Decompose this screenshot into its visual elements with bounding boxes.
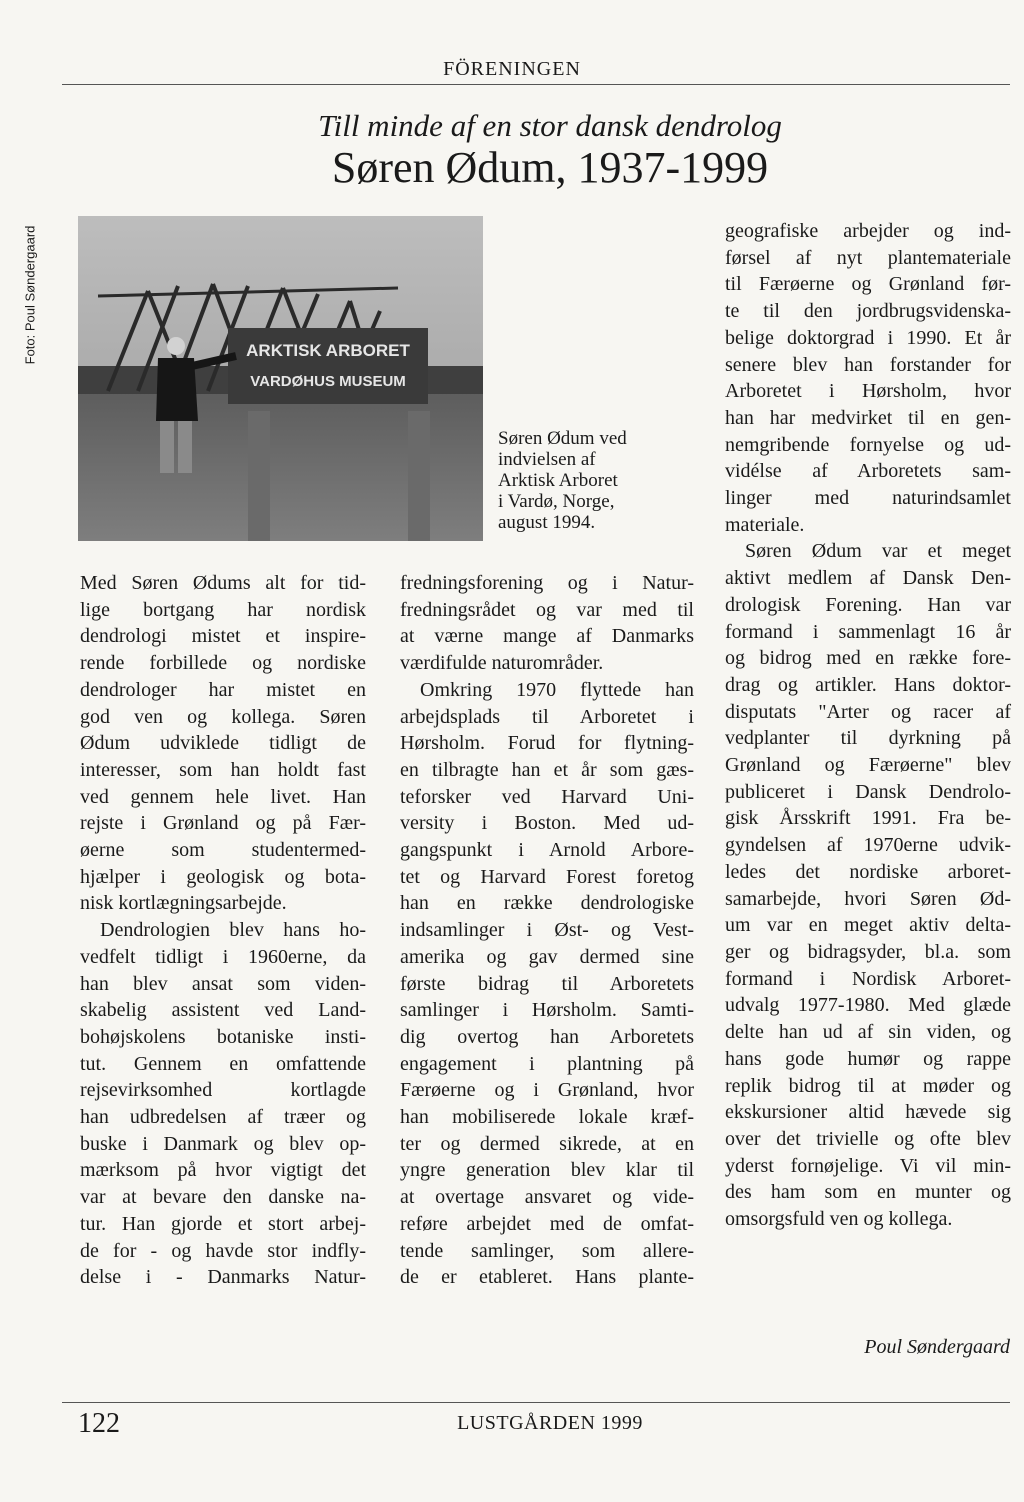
text-line: værdifulde naturområder. (400, 652, 604, 675)
photo-credit: Foto: Poul Søndergaard (22, 225, 38, 365)
text-line: gisk Årsskrift 1991. Fra be- (725, 807, 1011, 830)
text-line: rende forbillede og nordiske (80, 652, 366, 675)
text-line: teforsker ved Harvard Uni- (400, 785, 694, 808)
author-signature: Poul Søndergaard (864, 1336, 1010, 1358)
text-line: udvalg 1977-1980. Med glæde (725, 994, 1011, 1017)
text-line: te til den jordbrugsvidenska- (725, 300, 1011, 323)
section-header: FÖRENINGEN (443, 58, 581, 80)
text-line: nisk kortlægningsarbejde. (80, 892, 287, 915)
text-line: aktivt medlem af Dansk Den- (725, 567, 1011, 590)
text-line: gangspunkt i Arnold Arbore- (400, 839, 694, 862)
text-line: um var en meget aktiv delta- (725, 914, 1011, 937)
text-line: formand i sammenlagt 16 år (725, 620, 1011, 643)
caption-line: august 1994. (498, 512, 596, 533)
text-line: fredningsrådet og var med til (400, 598, 694, 621)
arboretum-photo (78, 216, 483, 541)
text-line: vedfelt tidligt i 1960erne, da (80, 945, 366, 968)
text-line: vedplanter til dyrkning på (725, 727, 1011, 750)
text-line: interesser, som han holdt fast (80, 758, 366, 781)
text-line: han udbredelsen af træer og (80, 1106, 366, 1129)
text-line: de for - og havde stor indfly- (80, 1239, 366, 1262)
text-line: de er etableret. Hans plante- (400, 1266, 694, 1289)
arboretum-photo-image (78, 216, 483, 541)
text-line: delte han ud af sin viden, og (725, 1021, 1011, 1044)
text-line: samarbejde, hvori Søren Ød- (725, 887, 1011, 910)
text-line: Hørsholm. Forud for flytning- (400, 732, 694, 755)
text-line: buske i Danmark og blev op- (80, 1132, 366, 1155)
text-line: amerika og gav dermed sine (400, 945, 694, 968)
text-line: tur. Han gjorde et stort arbej- (80, 1212, 366, 1235)
text-line: versity i Boston. Med ud- (400, 812, 694, 835)
text-line: rejste i Grønland og på Fær- (80, 812, 366, 835)
text-line: yngre generation blev klar til (400, 1159, 694, 1182)
text-line: var at bevare den danske na- (80, 1186, 366, 1209)
page-number: 122 (78, 1408, 120, 1439)
text-line: reføre arbejdet med de omfat- (400, 1212, 694, 1235)
text-line: dendrologi mistet et inspire- (80, 625, 366, 648)
text-line: engagement i plantning på (400, 1052, 694, 1075)
article-subtitle: Till minde af en stor dansk dendrolog (318, 108, 782, 143)
text-line: ved gennem hele livet. Han (80, 785, 366, 808)
text-line: tet og Harvard Forest foretog (400, 865, 694, 888)
text-line: Færøerne og i Grønland, hvor (400, 1079, 694, 1102)
text-line: at værne mange af Danmarks (400, 625, 694, 648)
text-line: indsamlinger i Øst- og Vest- (400, 919, 694, 942)
text-line: linger med naturindsamlet (725, 487, 1011, 510)
text-line: ter og dermed sikrede, at en (400, 1132, 694, 1155)
text-line: Arboretet i Hørsholm, hvor (725, 380, 1011, 403)
text-line: ger og bidragsyder, bl.a. som (725, 940, 1011, 963)
text-line: og bidrog med en række fore- (725, 647, 1011, 670)
text-line: omsorgsfuld ven og kollega. (725, 1208, 953, 1231)
text-line: yderst fornøjelige. Vi vil min- (725, 1154, 1011, 1177)
text-line: bohøjskolens botaniske insti- (80, 1025, 366, 1048)
text-line: øerne som studentermed- (80, 839, 366, 862)
text-line: Med Søren Ødums alt for tid- (80, 572, 366, 594)
text-line: han blev ansat som viden- (80, 972, 366, 995)
text-line: dig overtog han Arboretets (400, 1025, 694, 1048)
text-line: delse i - Danmarks Natur- (80, 1266, 366, 1289)
text-line: han har medvirket til en gen- (725, 406, 1011, 429)
text-line: Dendrologien blev hans ho- (100, 919, 366, 942)
text-line: førsel af nyt plantemateriale (725, 246, 1011, 269)
caption-line: Arktisk Arboret (498, 470, 618, 491)
text-line: lige bortgang har nordisk (80, 598, 366, 621)
text-line: samlinger i Hørsholm. Samti- (400, 999, 694, 1022)
text-line: hans gode humør og rappe (725, 1047, 1011, 1070)
caption-line: Søren Ødum ved (498, 428, 627, 449)
text-line: des ham som en munter og (725, 1181, 1011, 1204)
text-line: han en række dendrologiske (400, 892, 694, 915)
text-line: senere blev han forstander for (725, 353, 1011, 376)
text-line: vidélse af Arboretets sam- (725, 460, 1011, 483)
text-line: disputats "Arter og racer af (725, 700, 1011, 723)
text-line: belige doktorgrad i 1990. Et år (725, 326, 1011, 349)
text-line: Søren Ødum var et meget (745, 540, 1011, 563)
text-line: replik bidrog til at møder og (725, 1074, 1011, 1097)
text-line: nemgribende fornyelse og ud- (725, 433, 1011, 456)
caption-line: i Vardø, Norge, (498, 491, 615, 512)
text-line: en tilbragte han et år som gæs- (400, 758, 694, 781)
text-line: materiale. (725, 513, 805, 536)
text-line: drologisk Forening. Han var (725, 593, 1011, 616)
text-line: publiceret i Dansk Dendrolo- (725, 780, 1011, 803)
text-line: dendrologer har mistet en (80, 678, 366, 701)
text-column-3 (725, 218, 1011, 1233)
text-line: hjælper i geologisk og bota- (80, 865, 366, 888)
text-line: han mobiliserede lokale kræf- (400, 1106, 694, 1129)
text-line: geografiske arbejder og ind- (725, 220, 1011, 242)
caption-line: indvielsen af (498, 449, 596, 470)
text-line: gyndelsen af 1970erne udvik- (725, 834, 1011, 857)
text-line: Ødum udviklede tidligt de (80, 732, 366, 755)
text-line: første bidrag til Arboretets (400, 972, 694, 995)
text-column-2 (400, 570, 694, 1291)
sign-text-arboret: ARKTISK ARBORET (246, 341, 410, 360)
text-line: rejsevirksomhed kortlagde (80, 1079, 366, 1102)
text-line: over det trivielle og ofte blev (725, 1127, 1011, 1150)
text-line: Grønland og Færøerne" blev (725, 754, 1011, 777)
journal-name: LUSTGÅRDEN 1999 (457, 1412, 643, 1434)
text-line: at overtage ansvaret og vide- (400, 1186, 694, 1209)
text-line: fredningsforening og i Natur- (400, 572, 694, 594)
text-line: Omkring 1970 flyttede han (420, 678, 694, 701)
text-column-1 (80, 570, 366, 1291)
sign-text-museum: VARDØHUS MUSEUM (250, 373, 406, 390)
text-line: god ven og kollega. Søren (80, 705, 366, 728)
text-line: til Færøerne og Grønland før- (725, 273, 1011, 296)
text-line: mærksom på hvor vigtigt det (80, 1159, 366, 1182)
header-divider (62, 84, 1010, 85)
text-line: tut. Gennem en omfattende (80, 1052, 366, 1075)
text-line: skabelig assistent ved Land- (80, 999, 366, 1022)
text-line: ekskursioner altid hævede sig (725, 1101, 1011, 1124)
footer-divider (62, 1402, 1010, 1403)
text-line: formand i Nordisk Arboret- (725, 967, 1011, 990)
text-line: ledes det nordiske arboret- (725, 860, 1011, 883)
text-line: tende samlinger, som allere- (400, 1239, 694, 1262)
article-title: Søren Ødum, 1937-1999 (331, 143, 769, 192)
text-line: drag og artikler. Hans doktor- (725, 673, 1011, 696)
text-line: arbejdsplads til Arboretet i (400, 705, 694, 728)
photo-caption (498, 428, 678, 533)
